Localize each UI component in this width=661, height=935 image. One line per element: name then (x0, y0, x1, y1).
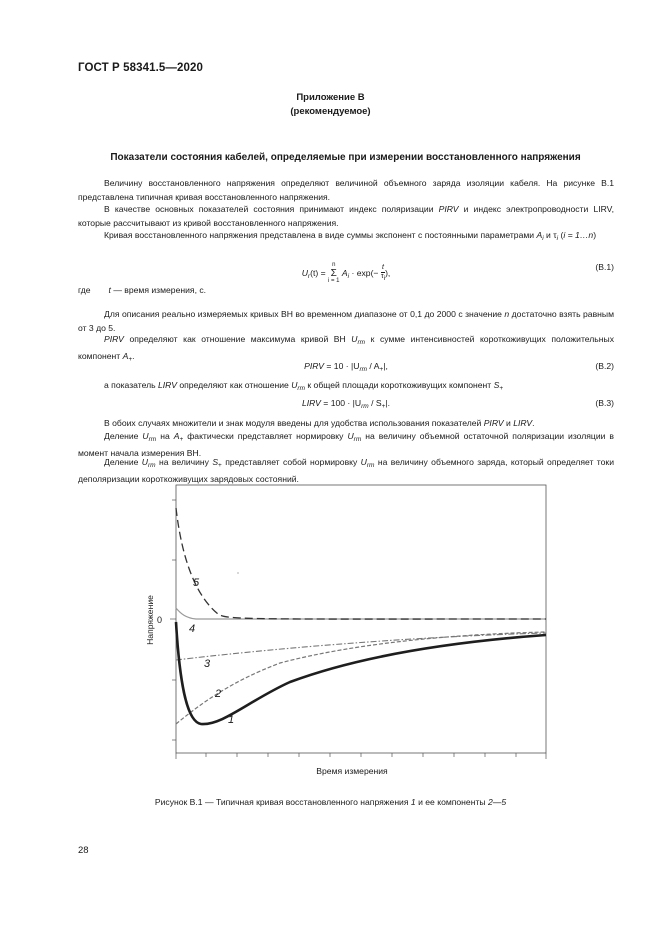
curve-3 (176, 633, 546, 660)
curve-label-2: 2 (215, 688, 222, 700)
equation-number-b1: (В.1) (595, 262, 614, 272)
curve-label-4: 4 (189, 623, 196, 635)
document-header: ГОСТ Р 58341.5—2020 (78, 62, 203, 74)
curve-5 (176, 508, 546, 619)
x-axis-ticks (176, 753, 546, 759)
page-number: 28 (78, 845, 89, 856)
paragraph-7: В обоих случаях множители и знак модуля введены для удобства использования показателей PIRV и LIRV. (104, 418, 535, 428)
y-axis-label: Напряжение (145, 595, 155, 645)
equation-b3: LIRV = $100 \cdot |U_{rm} / S_+|$. (В.3) (301, 398, 614, 410)
paragraph-8: Деление $U_{rm}$ на $A_+$ фактически представляет нормировку $U_{rm}$ на величину объемной остаточной поляризации изоляции в момент начала измерения ВН. (78, 431, 614, 458)
annex-subtitle: (рекомендуемое) (290, 106, 371, 117)
equation-number-b3: (В.3) (595, 398, 614, 408)
curve-1 (176, 622, 546, 724)
paragraph-6: а показатель LIRV определяют как отношение $U_{rm}$ к общей площади короткоживущих компонент $S_+$ (104, 380, 504, 392)
curve-label-1: 1 (228, 714, 235, 726)
equation-b1: $U_r(t)$ = n Σ i = 1 $A_i \cdot \exp(-$ $\frac{t}{\tau_i}$ ), (В.1) (301, 262, 614, 284)
figure-caption: Рисунок В.1 — Типичная кривая восстановленного напряжения 1 и ее компоненты 2—5 (154, 797, 507, 807)
paragraph-4: Для описания реально измеряемых кривых ВН во временном диапазоне от 0,1 до 2000 с значение n достаточно взять равным от 3 до 5. (78, 309, 614, 333)
curve-label-5: 5 (193, 577, 200, 589)
curve-2 (176, 632, 546, 724)
x-axis-label: Время измерения (316, 766, 388, 776)
paragraph-9: Деление $U_{rm}$ на величину $S_+$ представляет собой нормировку $U_{rm}$ на величину объемного заряда, который определяет токи деполяризации короткоживущих зарядовых состояний. (78, 457, 614, 484)
paragraph-2: В качестве основных показателей состояния принимают индекс поляризации PIRV и индекс электропроводности LIRV, которые рассчитывают из кривой восстановленного напряжения. (78, 204, 614, 228)
paragraph-1: Величину восстановленного напряжения определяют величиной объемного заряда изоляции кабеля. На рисунке В.1 представлена типичная кривая восстановленного напряжения. (78, 178, 614, 202)
curve-label-3: 3 (204, 658, 211, 670)
paragraph-3: Кривая восстановленного напряжения представлена в виде суммы экспонент с постоянными параметрами $A_i$ и $\tau_i$ (i = 1…n) (104, 230, 597, 242)
y-zero-label: 0 (156, 615, 162, 625)
annex-title: Приложение В (296, 92, 365, 103)
paragraph-5: PIRV определяют как отношение максимума кривой ВН $U_{rm}$ к сумме интенсивностей короткоживущих положительных компонент $A_+$. (78, 334, 614, 363)
y-axis-ticks (170, 500, 176, 740)
where-clause: где t — время измерения, с. (78, 285, 207, 295)
section-title: Показатели состояния кабелей, определяемые при измерении восстановленного напряжения (110, 152, 581, 163)
fraction: $\frac{t}{\tau_i}$ (380, 264, 386, 282)
sum-operator: n Σ i = 1 (327, 262, 340, 284)
equation-b2: PIRV = $10 \cdot |U_{rm} / A_+|$, (В.2) (304, 361, 614, 373)
artifact-dot (237, 572, 238, 573)
curve-4 (176, 608, 546, 619)
equation-number-b2: (В.2) (595, 361, 614, 371)
